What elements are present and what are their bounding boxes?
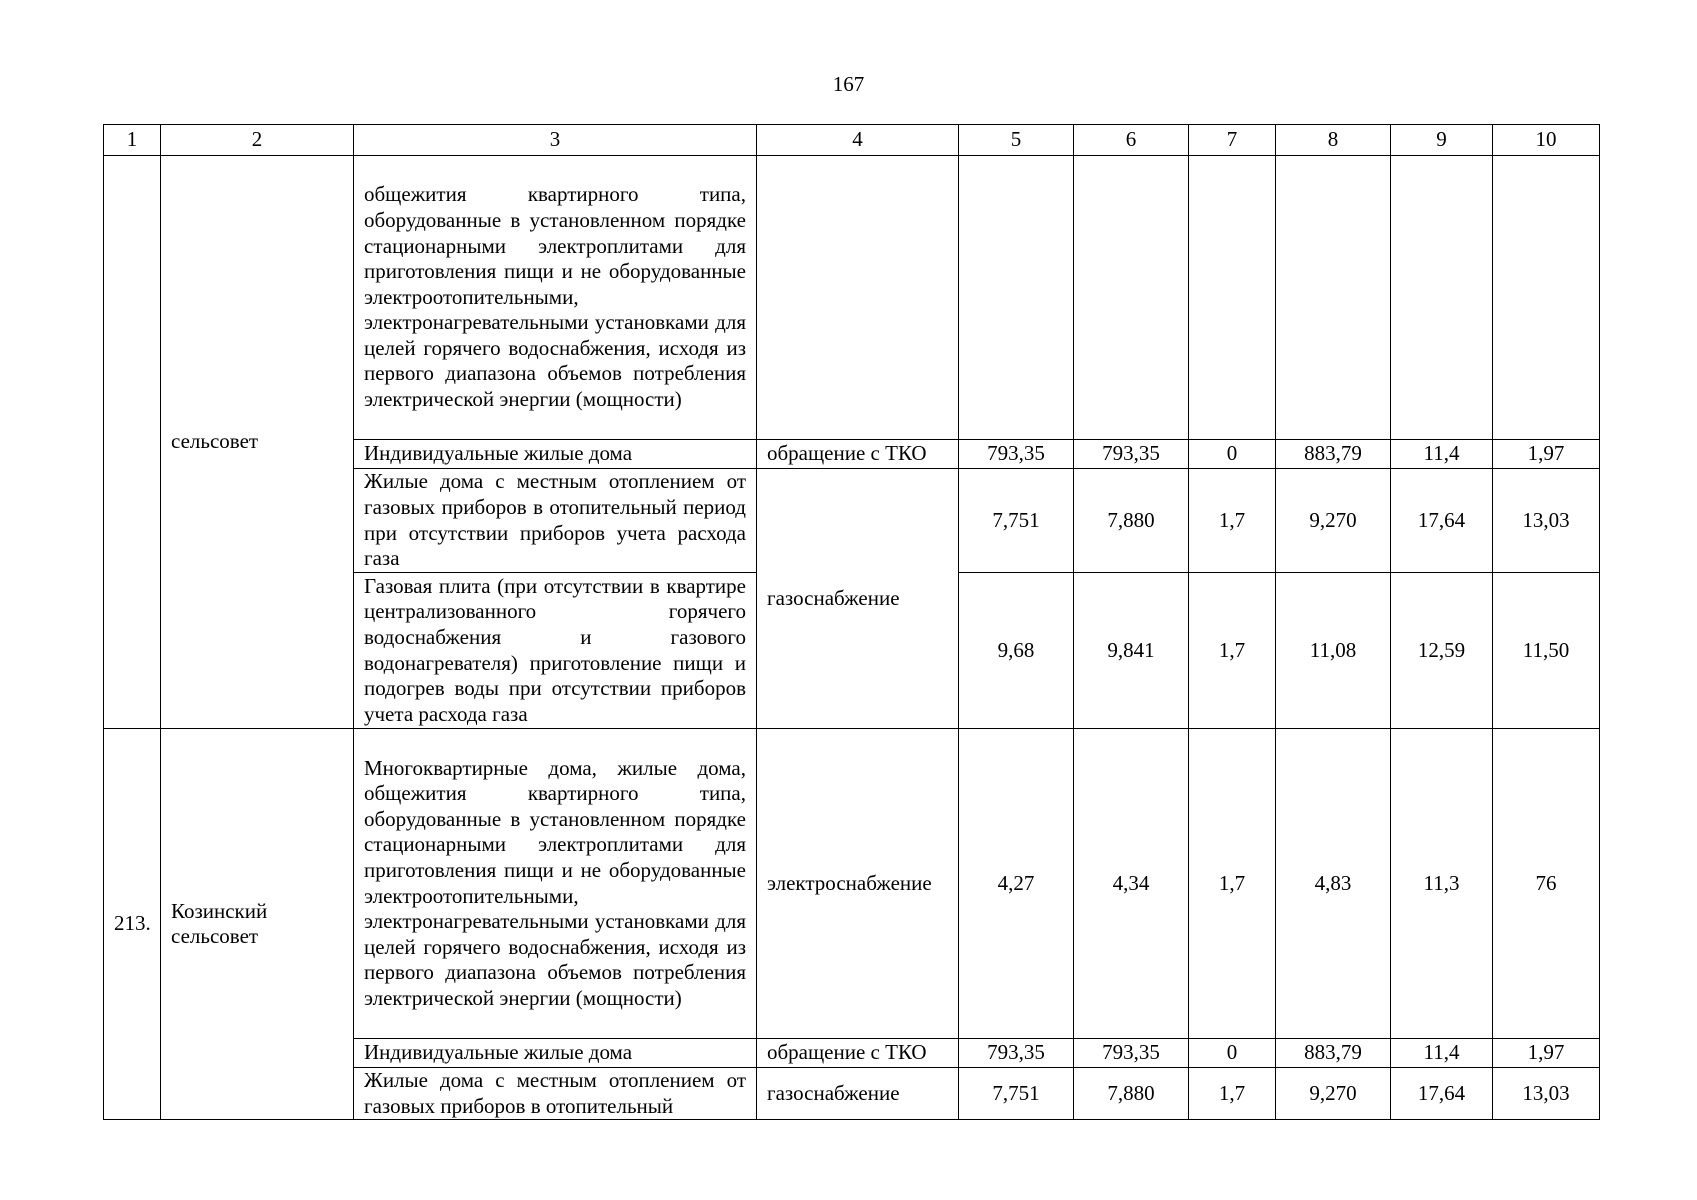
value-cell: 7,880 bbox=[1074, 469, 1189, 573]
value-cell: 883,79 bbox=[1276, 440, 1391, 469]
value-cell bbox=[1276, 156, 1391, 440]
value-cell: 1,7 bbox=[1189, 573, 1276, 729]
value-cell: 1,7 bbox=[1189, 469, 1276, 573]
header-cell: 4 bbox=[757, 125, 959, 156]
value-cell: 11,50 bbox=[1493, 573, 1600, 729]
value-cell: 11,4 bbox=[1391, 440, 1493, 469]
value-cell: 9,270 bbox=[1276, 1068, 1391, 1120]
category-cell: Жилые дома с местным отоплением от газовых приборов в отопительный bbox=[354, 1068, 757, 1120]
category-cell: Жилые дома с местным отоплением от газовых приборов в отопительный период при отсутствии приборов учета расхода газа bbox=[354, 469, 757, 573]
category-cell: Индивидуальные жилые дома bbox=[354, 440, 757, 469]
value-cell: 11,3 bbox=[1391, 729, 1493, 1039]
value-cell: 4,83 bbox=[1276, 729, 1391, 1039]
value-cell: 11,4 bbox=[1391, 1039, 1493, 1068]
service-cell bbox=[757, 156, 959, 440]
value-cell: 17,64 bbox=[1391, 1068, 1493, 1120]
header-cell: 6 bbox=[1074, 125, 1189, 156]
row-number-cell: 213. bbox=[104, 729, 161, 1120]
value-cell: 1,7 bbox=[1189, 729, 1276, 1039]
header-cell: 8 bbox=[1276, 125, 1391, 156]
value-cell: 17,64 bbox=[1391, 469, 1493, 573]
service-cell: газоснабжение bbox=[757, 1068, 959, 1120]
header-cell: 2 bbox=[161, 125, 354, 156]
value-cell: 7,751 bbox=[959, 469, 1074, 573]
value-cell: 793,35 bbox=[1074, 1039, 1189, 1068]
page-number: 167 bbox=[832, 72, 865, 96]
header-cell: 5 bbox=[959, 125, 1074, 156]
table-row bbox=[104, 729, 1600, 1039]
value-cell bbox=[1493, 156, 1600, 440]
value-cell: 0 bbox=[1189, 1039, 1276, 1068]
service-cell: газоснабжение bbox=[757, 469, 959, 729]
value-cell: 793,35 bbox=[1074, 440, 1189, 469]
value-cell: 13,03 bbox=[1493, 469, 1600, 573]
service-cell: электроснабжение bbox=[757, 729, 959, 1039]
header-cell: 9 bbox=[1391, 125, 1493, 156]
value-cell bbox=[959, 156, 1074, 440]
value-cell: 883,79 bbox=[1276, 1039, 1391, 1068]
value-cell: 12,59 bbox=[1391, 573, 1493, 729]
table-row bbox=[104, 156, 1600, 440]
value-cell: 0 bbox=[1189, 440, 1276, 469]
category-cell: общежития квартирного типа, оборудованные в установленном порядке стационарными электроплитами для приготовления пищи и не оборудованные электроотопительными, электронагревательными установками для целей горячего водоснабжения, исходя из первого диапазона объемов потребления электрической энергии (мощности) bbox=[354, 156, 757, 440]
value-cell: 76 bbox=[1493, 729, 1600, 1039]
value-cell: 1,7 bbox=[1189, 1068, 1276, 1120]
value-cell bbox=[1391, 156, 1493, 440]
value-cell: 4,34 bbox=[1074, 729, 1189, 1039]
service-cell: обращение с ТКО bbox=[757, 440, 959, 469]
tariff-table bbox=[103, 124, 1600, 1120]
settlement-cell: Козинский сельсовет bbox=[161, 729, 354, 1120]
value-cell: 793,35 bbox=[959, 440, 1074, 469]
value-cell: 7,880 bbox=[1074, 1068, 1189, 1120]
category-cell: Многоквартирные дома, жилые дома, общежития квартирного типа, оборудованные в установленном порядке стационарными электроплитами для приготовления пищи и не оборудованные электроотопительными, электронагревательными установками для целей горячего водоснабжения, исходя из первого диапазона объемов потребления электрической энергии (мощности) bbox=[354, 729, 757, 1039]
category-cell: Индивидуальные жилые дома bbox=[354, 1039, 757, 1068]
value-cell: 7,751 bbox=[959, 1068, 1074, 1120]
value-cell: 793,35 bbox=[959, 1039, 1074, 1068]
value-cell: 1,97 bbox=[1493, 1039, 1600, 1068]
header-cell: 7 bbox=[1189, 125, 1276, 156]
value-cell: 1,97 bbox=[1493, 440, 1600, 469]
header-cell: 3 bbox=[354, 125, 757, 156]
value-cell: 9,841 bbox=[1074, 573, 1189, 729]
row-number-cell bbox=[104, 156, 161, 729]
header-cell: 10 bbox=[1493, 125, 1600, 156]
settlement-cell: сельсовет bbox=[161, 156, 354, 729]
value-cell: 11,08 bbox=[1276, 573, 1391, 729]
value-cell: 9,270 bbox=[1276, 469, 1391, 573]
value-cell: 13,03 bbox=[1493, 1068, 1600, 1120]
service-cell: обращение с ТКО bbox=[757, 1039, 959, 1068]
header-row bbox=[104, 125, 1600, 156]
value-cell bbox=[1074, 156, 1189, 440]
category-cell: Газовая плита (при отсутствии в квартире централизованного горячего водоснабжения и газового водонагревателя) приготовление пищи и подогрев воды при отсутствии приборов учета расхода газа bbox=[354, 573, 757, 729]
value-cell: 9,68 bbox=[959, 573, 1074, 729]
header-cell: 1 bbox=[104, 125, 161, 156]
value-cell: 4,27 bbox=[959, 729, 1074, 1039]
value-cell bbox=[1189, 156, 1276, 440]
